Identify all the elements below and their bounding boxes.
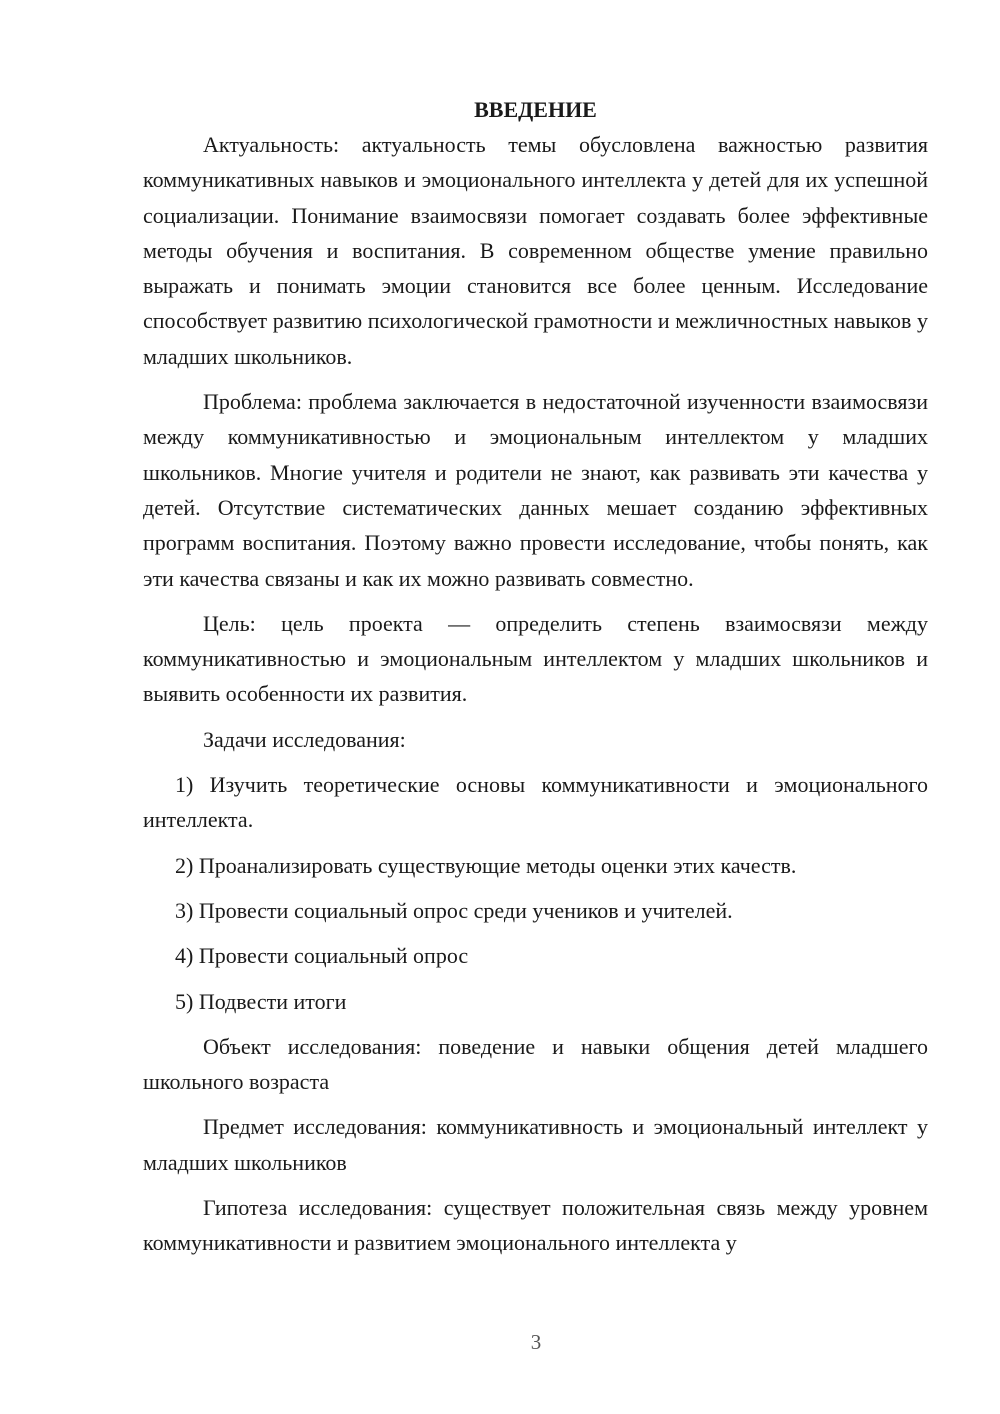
task-item-4: 4) Провести социальный опрос: [175, 943, 469, 969]
paragraph-object: Объект исследования: поведение и навыки общения детей младшего школьного возраста: [143, 1033, 928, 1095]
paragraph-goal: Цель: цель проекта — определить степень взаимосвязи между коммуникативностью и эмоциональным интеллектом у младших школьников и выявить особенности их развития.: [143, 610, 928, 707]
tasks-heading: Задачи исследования:: [203, 726, 406, 752]
task-item-3: 3) Провести социальный опрос среди учеников и учителей.: [175, 897, 733, 923]
paragraph-subject: Предмет исследования: коммуникативность и эмоциональный интеллект у младших школьников: [143, 1114, 928, 1175]
task-item-5: 5) Подвести итоги: [175, 988, 347, 1014]
task-item-1: 1) Изучить теоретические основы коммуникативности и эмоционального интеллекта.: [143, 772, 928, 833]
page-number: [0, 1330, 1000, 1355]
page-number-text: 3: [530, 1330, 542, 1354]
paragraph-relevance: Актуальность: актуальность темы обусловлена важностью развития коммуникативных навыков и эмоционального интеллекта у детей для их успешной социализации. Понимание взаимосвязи помогает создавать более эффективные методы обучения и воспитания. В современном обществе умение правильно выражать и понимать эмоции становится все более ценным. Исследование способствует развитию психологической грамотности и межличностных навыков у младших школьников.: [143, 132, 928, 369]
paragraph-problem: Проблема: проблема заключается в недостаточной изученности взаимосвязи между коммуникативностью и эмоциональным интеллектом у младших школьников. Многие учителя и родители не знают, как развивать эти качества у детей. Отсутствие систематических данных мешает созданию эффективных программ воспитания. Поэтому важно провести исследование, чтобы понять, как эти качества связаны и как их можно развивать совместно.: [143, 389, 928, 591]
page-title: ВВЕДЕНИЕ: [474, 97, 597, 122]
paragraph-hypothesis: Гипотеза исследования: существует положительная связь между уровнем коммуникативности и развитием эмоционального интеллекта у: [143, 1195, 928, 1256]
page-content: [143, 92, 928, 1261]
task-item-2: 2) Проанализировать существующие методы оценки этих качеств.: [175, 852, 797, 878]
